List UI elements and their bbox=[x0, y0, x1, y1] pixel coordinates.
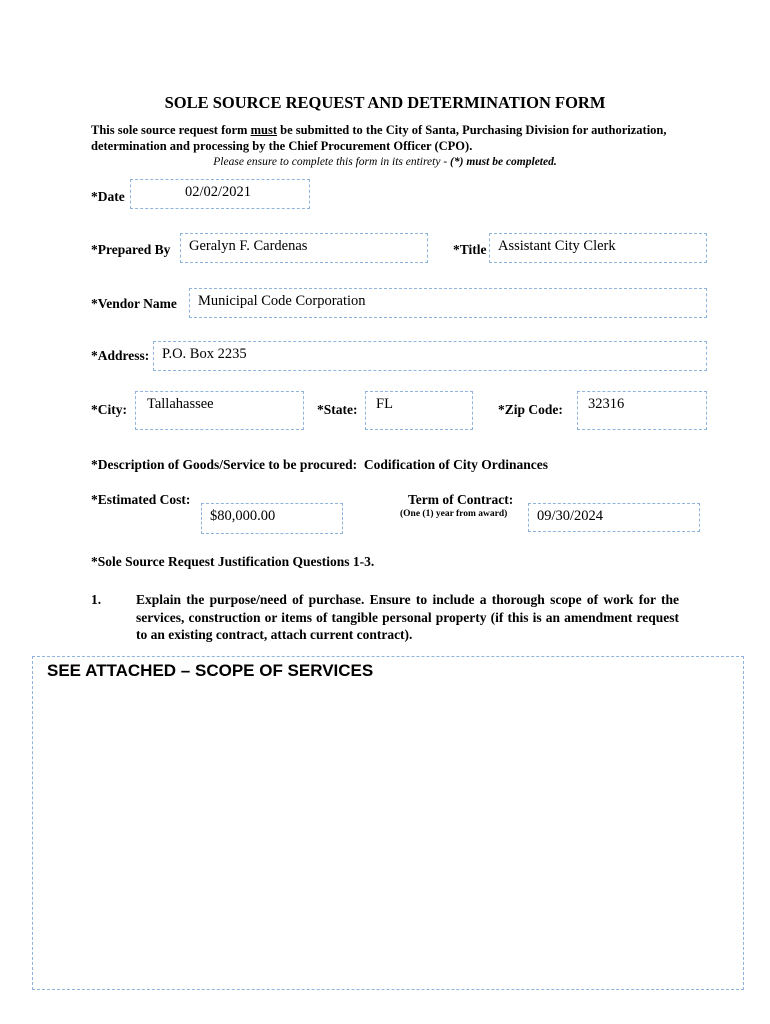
intro-text bbox=[91, 122, 691, 154]
justification-heading: *Sole Source Request Justification Questions 1-3. bbox=[91, 554, 375, 569]
form-title: SOLE SOURCE REQUEST AND DETERMINATION FORM bbox=[164, 93, 606, 112]
estimated-cost-field[interactable]: $80,000.00 bbox=[201, 503, 343, 534]
address-field[interactable]: P.O. Box 2235 bbox=[153, 341, 707, 371]
city-field[interactable]: Tallahassee bbox=[135, 391, 304, 430]
question-1-text: Explain the purpose/need of purchase. Ensure to include a thorough scope of work for the services, construction or items of tangible personal property (if this is an amendment request to an existing contract, attach current contract). bbox=[136, 592, 679, 642]
state-label: *State: bbox=[317, 402, 358, 417]
intro-must: must bbox=[250, 123, 278, 137]
description-row bbox=[91, 457, 548, 473]
prepared-by-field[interactable]: Geralyn F. Cardenas bbox=[180, 233, 428, 263]
vendor-name-field[interactable]: Municipal Code Corporation bbox=[189, 288, 707, 318]
state-field[interactable]: FL bbox=[365, 391, 473, 430]
date-label: *Date bbox=[91, 189, 125, 204]
intro-after: be submitted to the City of Santa, Purchasing Division for authorization, determination and processing by the Chief Procurement Officer (CPO). bbox=[91, 123, 667, 153]
description-value[interactable]: Codification of City Ordinances bbox=[363, 457, 548, 472]
completion-note bbox=[0, 156, 770, 168]
title-label: *Title bbox=[453, 242, 487, 257]
description-label: *Description of Goods/Service to be procured: bbox=[91, 457, 358, 472]
zip-code-field[interactable]: 32316 bbox=[577, 391, 707, 430]
note-bold: (*) must be completed. bbox=[450, 156, 557, 168]
intro-before: This sole source request form bbox=[91, 123, 251, 137]
question-1-number: 1. bbox=[91, 592, 102, 607]
note-italic: Please ensure to complete this form in its entirety - bbox=[213, 156, 451, 168]
term-of-contract-label: Term of Contract: bbox=[408, 492, 514, 507]
date-field[interactable]: 02/02/2021 bbox=[130, 179, 310, 209]
estimated-cost-label: *Estimated Cost: bbox=[91, 492, 191, 507]
term-of-contract-sub: (One (1) year from award) bbox=[400, 509, 508, 519]
prepared-by-label: *Prepared By bbox=[91, 242, 171, 257]
vendor-name-label: *Vendor Name bbox=[91, 296, 177, 311]
zip-code-label: *Zip Code: bbox=[498, 402, 563, 417]
address-label: *Address: bbox=[91, 348, 150, 363]
city-label: *City: bbox=[91, 402, 127, 417]
term-of-contract-field[interactable]: 09/30/2024 bbox=[528, 503, 700, 532]
question-1-answer-text: SEE ATTACHED – SCOPE OF SERVICES bbox=[47, 661, 374, 680]
question-1-answer-box[interactable] bbox=[32, 656, 744, 990]
title-field[interactable]: Assistant City Clerk bbox=[489, 233, 707, 263]
